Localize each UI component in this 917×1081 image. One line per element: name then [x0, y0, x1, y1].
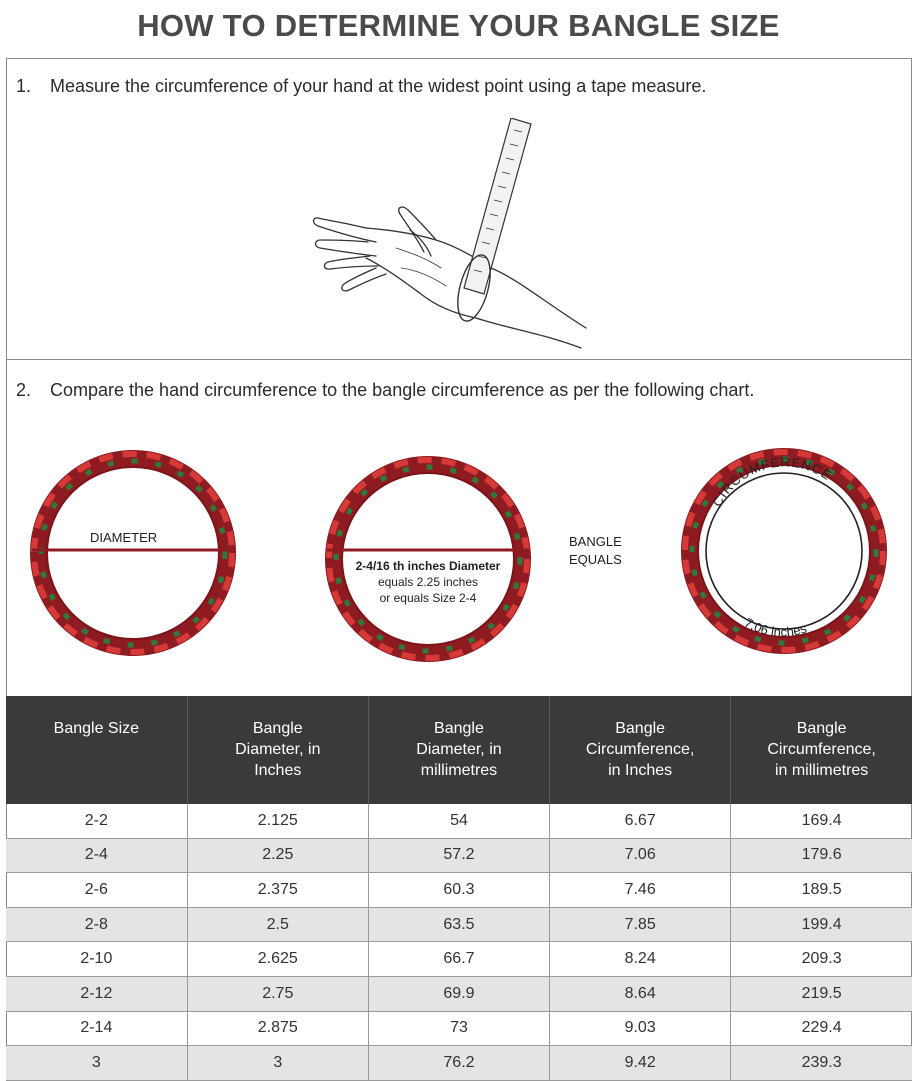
bangle-diagram: [6, 360, 912, 696]
cell-diameter-in: 2.625: [187, 942, 368, 977]
cell-circumference-in: 7.85: [550, 907, 731, 942]
cell-diameter-mm: 57.2: [368, 838, 549, 873]
cell-circumference-mm: 209.3: [731, 942, 912, 977]
bangle-example-diagram: [325, 456, 531, 662]
bangle-equals-line-2: EQUALS: [569, 552, 622, 567]
table-row: [6, 907, 912, 942]
cell-diameter-mm: 54: [368, 804, 549, 838]
cell-diameter-in: 2.875: [187, 1011, 368, 1046]
cell-size: 2-10: [6, 942, 187, 977]
cell-size: 2-6: [6, 873, 187, 908]
cell-diameter-mm: 73: [368, 1011, 549, 1046]
size-chart: [6, 696, 912, 1081]
cell-circumference-mm: 169.4: [731, 804, 912, 838]
step-1-instruction: [16, 76, 706, 97]
cell-circumference-mm: 179.6: [731, 838, 912, 873]
hand-measuring-illustration: [306, 118, 606, 353]
page-title: HOW TO DETERMINE YOUR BANGLE SIZE: [137, 8, 780, 43]
step-2-number: 2.: [16, 380, 32, 400]
header-diameter-inches: Bangle Diameter, in Inches: [187, 696, 368, 804]
table-row: [6, 976, 912, 1011]
table-row: [6, 1046, 912, 1081]
diameter-label: DIAMETER: [90, 530, 158, 545]
cell-diameter-mm: 69.9: [368, 976, 549, 1011]
header-circumference-mm: Bangle Circumference, in millimetres: [731, 696, 912, 804]
cell-circumference-in: 8.64: [550, 976, 731, 1011]
cell-diameter-in: 2.5: [187, 907, 368, 942]
header-diameter-mm: Bangle Diameter, in millimetres: [368, 696, 549, 804]
table-row: [6, 873, 912, 908]
example-line-1: 2-4/16 th inches Diameter: [355, 559, 501, 573]
cell-circumference-in: 7.06: [550, 838, 731, 873]
cell-circumference-mm: 189.5: [731, 873, 912, 908]
table-row: [6, 942, 912, 977]
cell-circumference-in: 6.67: [550, 804, 731, 838]
cell-diameter-mm: 76.2: [368, 1046, 549, 1081]
cell-circumference-mm: 199.4: [731, 907, 912, 942]
cell-diameter-in: 2.125: [187, 804, 368, 838]
cell-circumference-in: 9.03: [550, 1011, 731, 1046]
cell-diameter-in: 2.25: [187, 838, 368, 873]
cell-circumference-in: 9.42: [550, 1046, 731, 1081]
cell-circumference-mm: 239.3: [731, 1046, 912, 1081]
cell-size: 2-2: [6, 804, 187, 838]
cell-diameter-in: 3: [187, 1046, 368, 1081]
cell-size: 2-14: [6, 1011, 187, 1046]
header-bangle-size: Bangle Size: [6, 696, 187, 804]
cell-circumference-in: 8.24: [550, 942, 731, 977]
step-2-text: Compare the hand circumference to the bangle circumference as per the following chart.: [50, 380, 755, 400]
table-header-row: [6, 696, 912, 804]
step-2-section: [6, 360, 912, 696]
cell-diameter-in: 2.375: [187, 873, 368, 908]
cell-size: 2-8: [6, 907, 187, 942]
step-1-text: Measure the circumference of your hand at the widest point using a tape measure.: [50, 76, 707, 96]
cell-diameter-mm: 60.3: [368, 873, 549, 908]
step-1-section: [6, 58, 912, 360]
example-line-2: equals 2.25 inches: [377, 575, 479, 589]
cell-size: 3: [6, 1046, 187, 1081]
cell-size: 2-4: [6, 838, 187, 873]
cell-circumference-mm: 219.5: [731, 976, 912, 1011]
table-row: [6, 1011, 912, 1046]
cell-diameter-mm: 66.7: [368, 942, 549, 977]
table-row: [6, 804, 912, 838]
cell-circumference-in: 7.46: [550, 873, 731, 908]
circumference-value-text: 7.06 inches: [741, 614, 809, 640]
bangle-diameter-diagram: [30, 450, 236, 656]
step-1-number: 1.: [16, 76, 32, 96]
cell-diameter-in: 2.75: [187, 976, 368, 1011]
tape-measure-icon: [452, 118, 531, 324]
table-row: [6, 838, 912, 873]
cell-diameter-mm: 63.5: [368, 907, 549, 942]
cell-circumference-mm: 229.4: [731, 1011, 912, 1046]
bangle-circumference-diagram: [681, 448, 887, 654]
example-line-3: or equals Size 2-4: [379, 591, 477, 605]
header-circumference-inches: Bangle Circumference, in Inches: [550, 696, 731, 804]
bangle-size-table: [6, 696, 912, 1081]
bangle-equals-line-1: BANGLE: [569, 534, 622, 549]
cell-size: 2-12: [6, 976, 187, 1011]
circumference-label-text: CIRCUMFERENCE: [709, 454, 835, 510]
